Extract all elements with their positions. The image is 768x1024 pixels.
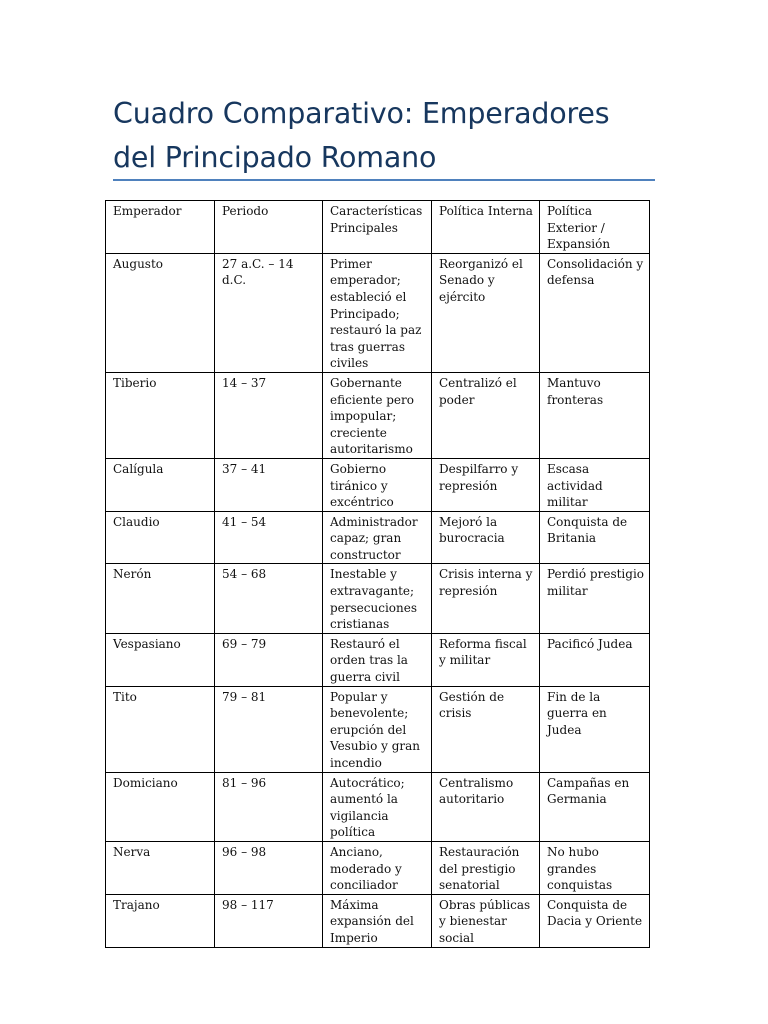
cell-politica-exterior: Pacificó Judea [540,633,650,686]
cell-politica-exterior: Perdió prestigio militar [540,564,650,633]
table-row [106,372,650,458]
cell-politica-exterior: Fin de la guerra en Judea [540,686,650,772]
cell-periodo: 41 – 54 [215,511,323,564]
cell-politica-interna: Restauración del prestigio senatorial [432,841,540,894]
cell-caracteristicas: Administrador capaz; gran constructor [323,511,432,564]
cell-periodo: 79 – 81 [215,686,323,772]
cell-politica-interna: Mejoró la burocracia [432,511,540,564]
cell-caracteristicas: Gobierno tiránico y excéntrico [323,458,432,511]
cell-caracteristicas: Primer emperador; estableció el Principado; restauró la paz tras guerras civiles [323,253,432,372]
cell-politica-interna: Centralizó el poder [432,372,540,458]
table-row [106,633,650,686]
table-row [106,894,650,947]
cell-periodo: 37 – 41 [215,458,323,511]
cell-caracteristicas: Popular y benevolente; erupción del Vesubio y gran incendio [323,686,432,772]
cell-politica-exterior: Mantuvo fronteras [540,372,650,458]
cell-periodo: 69 – 79 [215,633,323,686]
table-row [106,686,650,772]
cell-emperador: Nerón [106,564,215,633]
cell-politica-exterior: Consolidación y defensa [540,253,650,372]
cell-caracteristicas: Autocrático; aumentó la vigilancia política [323,772,432,841]
cell-periodo: 81 – 96 [215,772,323,841]
cell-politica-exterior: Conquista de Britania [540,511,650,564]
cell-politica-exterior: Escasa actividad militar [540,458,650,511]
title-underline [113,179,655,181]
header-caracteristicas: Características Principales [323,201,432,254]
cell-politica-interna: Reorganizó el Senado y ejército [432,253,540,372]
table-row [106,772,650,841]
page-title: Cuadro Comparativo: Emperadores del Principado Romano [113,97,610,174]
cell-caracteristicas: Máxima expansión del Imperio [323,894,432,947]
table-row [106,511,650,564]
header-emperador: Emperador [106,201,215,254]
cell-periodo: 98 – 117 [215,894,323,947]
cell-politica-interna: Crisis interna y represión [432,564,540,633]
cell-emperador: Augusto [106,253,215,372]
cell-emperador: Tiberio [106,372,215,458]
cell-politica-exterior: Campañas en Germania [540,772,650,841]
cell-caracteristicas: Inestable y extravagante; persecuciones cristianas [323,564,432,633]
cell-politica-interna: Obras públicas y bienestar social [432,894,540,947]
header-politica-interna: Política Interna [432,201,540,254]
table-header-row [106,201,650,254]
header-politica-exterior: Política Exterior / Expansión [540,201,650,254]
header-periodo: Periodo [215,201,323,254]
cell-emperador: Claudio [106,511,215,564]
cell-politica-exterior: No hubo grandes conquistas [540,841,650,894]
cell-periodo: 54 – 68 [215,564,323,633]
table-row [106,458,650,511]
comparison-table [105,200,650,948]
cell-politica-interna: Centralismo autoritario [432,772,540,841]
cell-emperador: Calígula [106,458,215,511]
cell-emperador: Tito [106,686,215,772]
table-row [106,564,650,633]
cell-politica-interna: Gestión de crisis [432,686,540,772]
table-row [106,841,650,894]
cell-politica-interna: Despilfarro y represión [432,458,540,511]
cell-periodo: 96 – 98 [215,841,323,894]
cell-emperador: Vespasiano [106,633,215,686]
cell-periodo: 27 a.C. – 14 d.C. [215,253,323,372]
cell-politica-interna: Reforma fiscal y militar [432,633,540,686]
cell-caracteristicas: Anciano, moderado y conciliador [323,841,432,894]
cell-politica-exterior: Conquista de Dacia y Oriente [540,894,650,947]
cell-caracteristicas: Restauró el orden tras la guerra civil [323,633,432,686]
cell-emperador: Nerva [106,841,215,894]
table-row [106,253,650,372]
cell-emperador: Domiciano [106,772,215,841]
cell-emperador: Trajano [106,894,215,947]
cell-periodo: 14 – 37 [215,372,323,458]
cell-caracteristicas: Gobernante eficiente pero impopular; creciente autoritarismo [323,372,432,458]
